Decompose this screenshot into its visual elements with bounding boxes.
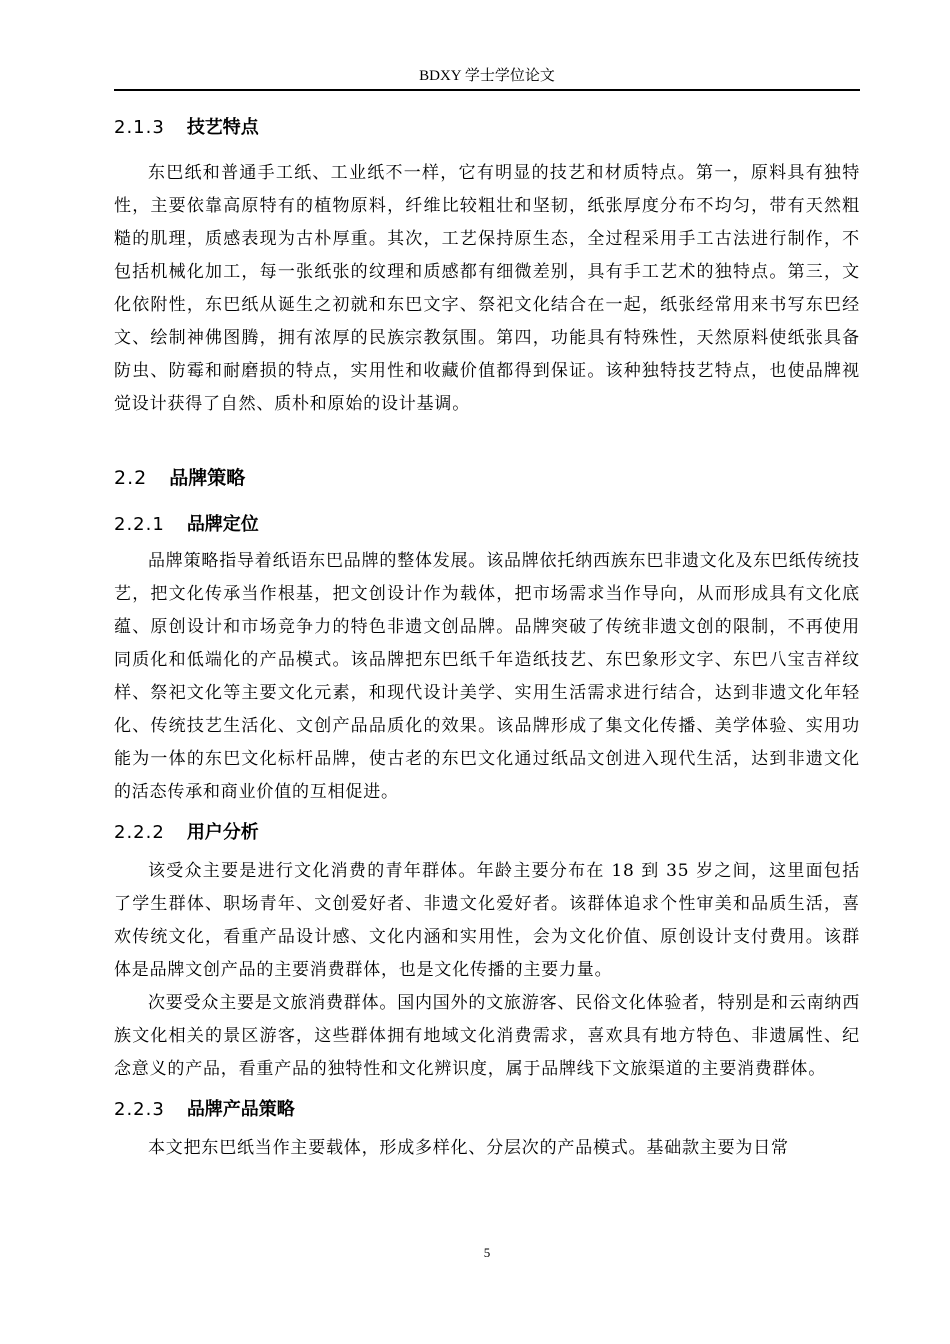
- section-title: 技艺特点: [186, 117, 259, 138]
- section-heading-2-2-3: [114, 1098, 860, 1122]
- page-content: [114, 116, 860, 1165]
- section-number: 2.1.3: [114, 117, 165, 138]
- section-number: 2.2.3: [114, 1099, 165, 1120]
- paragraph: 东巴纸和普通手工纸、工业纸不一样，它有明显的技艺和材质特点。第一，原料具有独特性，主要依靠高原特有的植物原料，纤维比较粗壮和坚韧，纸张厚度分布不均匀，带有天然粗糙的肌理，质感表现为古朴厚重。其次，工艺保持原生态，全过程采用手工古法进行制作，不包括机械化加工，每一张纸张的纹理和质感都有细微差别，具有手工艺术的独特点。第三，文化依附性，东巴纸从诞生之初就和东巴文字、祭祀文化结合在一起，纸张经常用来书写东巴经文、绘制神佛图腾，拥有浓厚的民族宗教氛围。第四，功能具有特殊性，天然原料使纸张具备防虫、防霉和耐磨损的特点，实用性和收藏价值都得到保证。该种独特技艺特点，也使品牌视觉设计获得了自然、质朴和原始的设计基调。: [114, 163, 860, 414]
- section-number: 2.2.1: [114, 514, 165, 535]
- section-title: 品牌产品策略: [186, 1099, 295, 1120]
- paragraph: 该受众主要是进行文化消费的青年群体。年龄主要分布在 18 到 35 岁之间，这里面包括了学生群体、职场青年、文创爱好者、非遗文化爱好者。该群体追求个性审美和品质生活，喜欢传统文化，看重产品设计感、文化内涵和实用性，会为文化价值、原创设计支付费用。该群体是品牌文创产品的主要消费群体，也是文化传播的主要力量。: [114, 861, 860, 980]
- section-heading-2-2-1: [114, 513, 860, 537]
- paragraph: 品牌策略指导着纸语东巴品牌的整体发展。该品牌依托纳西族东巴非遗文化及东巴纸传统技艺，把文化传承当作根基，把文创设计作为载体，把市场需求当作导向，从而形成具有文化底蕴、原创设计和市场竞争力的特色非遗文创品牌。品牌突破了传统非遗文创的限制，不再使用同质化和低端化的产品模式。该品牌把东巴纸千年造纸技艺、东巴象形文字、东巴八宝吉祥纹样、祭祀文化等主要文化元素，和现代设计美学、实用生活需求进行结合，达到非遗文化年轻化、传统技艺生活化、文创产品品质化的效果。该品牌形成了集文化传播、美学体验、实用功能为一体的东巴文化标杆品牌，使古老的东巴文化通过纸品文创进入现代生活，达到非遗文化的活态传承和商业价值的互相促进。: [114, 551, 860, 802]
- page-number: 5: [483, 1245, 491, 1260]
- running-header: BDXY 学士学位论文: [419, 68, 555, 84]
- section-title: 用户分析: [186, 822, 259, 843]
- section-heading-2-2: [114, 465, 860, 491]
- section-number: 2.2: [114, 467, 148, 489]
- section-number: 2.2.2: [114, 822, 165, 843]
- section-heading-2-2-2: [114, 821, 860, 845]
- section-heading-2-1-3: [114, 116, 860, 140]
- paragraph: 本文把东巴纸当作主要载体，形成多样化、分层次的产品模式。基础款主要为日常: [148, 1138, 789, 1158]
- header-rule: [114, 89, 860, 91]
- section-title: 品牌策略: [169, 467, 246, 489]
- section-title: 品牌定位: [186, 514, 259, 535]
- paragraph: 次要受众主要是文旅消费群体。国内国外的文旅游客、民俗文化体验者，特别是和云南纳西族文化相关的景区游客，这些群体拥有地域文化消费需求，喜欢具有地方特色、非遗属性、纪念意义的产品，看重产品的独特性和文化辨识度，属于品牌线下文旅渠道的主要消费群体。: [114, 993, 860, 1079]
